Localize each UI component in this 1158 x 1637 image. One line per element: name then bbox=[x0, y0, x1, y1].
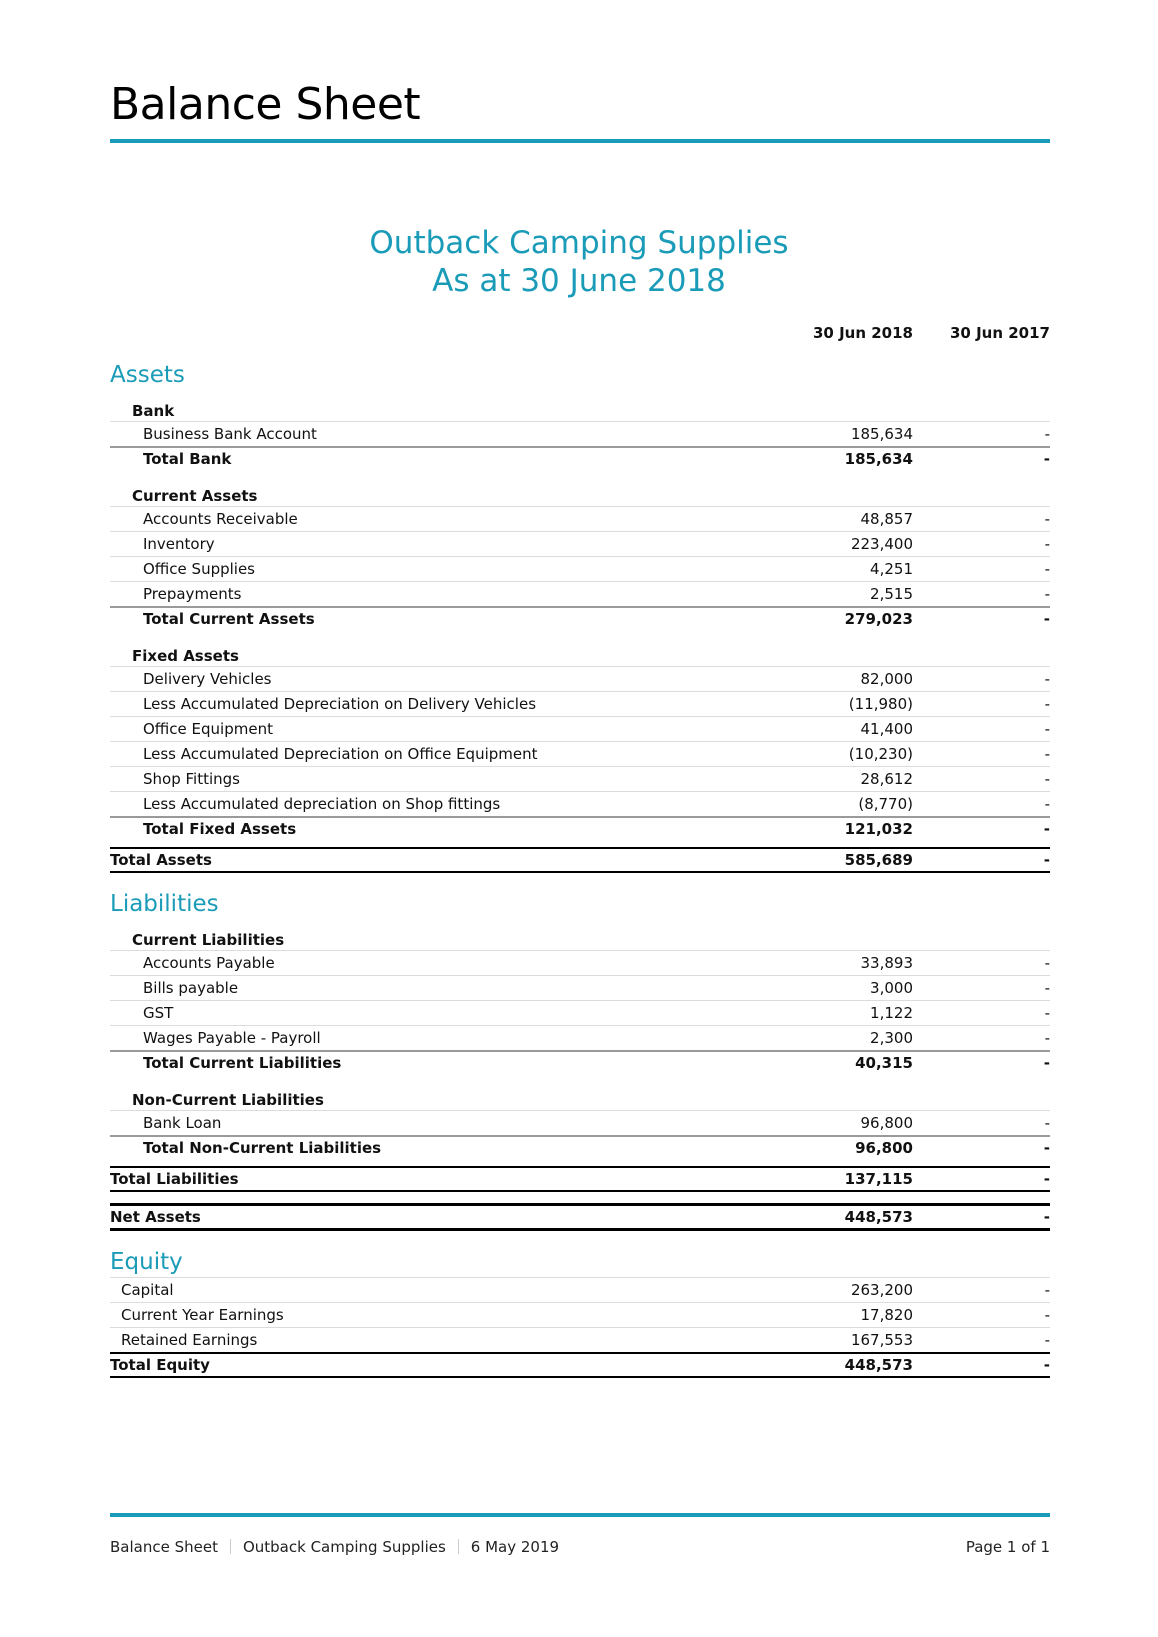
group-bank: Bank bbox=[110, 398, 1050, 422]
row-label: Wages Payable - Payroll bbox=[143, 1029, 321, 1047]
table-row bbox=[110, 532, 1050, 557]
row-value-prior: - bbox=[1044, 1306, 1050, 1324]
group-current-assets: Current Assets bbox=[110, 483, 1050, 507]
footer-divider bbox=[110, 1513, 1050, 1517]
row-value-current: 3,000 bbox=[870, 979, 913, 997]
table-row bbox=[110, 667, 1050, 692]
net-assets-row bbox=[110, 1203, 1050, 1231]
total-equity-row bbox=[110, 1352, 1050, 1378]
footer-date: 6 May 2019 bbox=[470, 1538, 560, 1556]
balance-sheet-report bbox=[110, 358, 1050, 1378]
row-value-prior: - bbox=[1044, 425, 1050, 443]
row-value-prior: - bbox=[1044, 770, 1050, 788]
row-value-prior: - bbox=[1044, 720, 1050, 738]
row-label: Office Supplies bbox=[143, 560, 256, 578]
row-value-prior: - bbox=[1044, 745, 1050, 763]
row-value-prior: - bbox=[1044, 979, 1050, 997]
table-row bbox=[110, 1111, 1050, 1137]
row-value-current: 585,689 bbox=[844, 851, 913, 869]
row-value-prior: - bbox=[1044, 695, 1050, 713]
row-value-prior: - bbox=[1044, 560, 1050, 578]
row-label: Retained Earnings bbox=[121, 1331, 258, 1349]
row-label: Delivery Vehicles bbox=[143, 670, 272, 688]
section-equity: Equity bbox=[110, 1249, 183, 1275]
page-number: Page 1 of 1 bbox=[965, 1538, 1050, 1556]
table-row bbox=[110, 582, 1050, 608]
total-liabilities-row bbox=[110, 1166, 1050, 1192]
row-label: Prepayments bbox=[143, 585, 242, 603]
row-value-current: 263,200 bbox=[850, 1281, 913, 1299]
row-value-prior: - bbox=[1043, 851, 1050, 869]
row-value-current: 41,400 bbox=[860, 720, 913, 738]
row-label: Current Year Earnings bbox=[121, 1306, 284, 1324]
company-name: Outback Camping Supplies bbox=[369, 225, 789, 261]
row-value-prior: - bbox=[1043, 820, 1050, 838]
total-fixed-assets-row bbox=[110, 818, 1050, 841]
title-divider bbox=[110, 139, 1050, 143]
row-value-current: 4,251 bbox=[870, 560, 913, 578]
row-value-prior: - bbox=[1044, 1029, 1050, 1047]
row-value-prior: - bbox=[1044, 1004, 1050, 1022]
group-non-current-liabilities: Non-Current Liabilities bbox=[110, 1087, 1050, 1111]
row-label: Accounts Payable bbox=[143, 954, 275, 972]
section-assets: Assets bbox=[110, 362, 185, 388]
row-value-prior: - bbox=[1043, 1170, 1050, 1188]
row-value-current: 223,400 bbox=[850, 535, 913, 553]
row-value-current: 33,893 bbox=[860, 954, 913, 972]
row-label: Less Accumulated Depreciation on Delivery Vehicles bbox=[143, 695, 537, 713]
row-label: Business Bank Account bbox=[143, 425, 317, 443]
row-value-prior: - bbox=[1044, 1331, 1050, 1349]
footer-separator bbox=[230, 1539, 231, 1554]
row-value-prior: - bbox=[1044, 585, 1050, 603]
row-label: Bank Loan bbox=[143, 1114, 222, 1132]
table-row bbox=[110, 792, 1050, 818]
total-current-liabilities-row bbox=[110, 1052, 1050, 1075]
table-row bbox=[110, 742, 1050, 767]
row-label: Office Equipment bbox=[143, 720, 273, 738]
row-label: Total Assets bbox=[110, 851, 212, 869]
row-value-prior: - bbox=[1044, 954, 1050, 972]
total-bank-row bbox=[110, 448, 1050, 471]
total-current-assets-row bbox=[110, 608, 1050, 631]
row-label: Shop Fittings bbox=[143, 770, 240, 788]
report-heading bbox=[0, 224, 1158, 300]
row-value-current: 167,553 bbox=[850, 1331, 913, 1349]
row-value-current: 448,573 bbox=[844, 1208, 913, 1226]
row-label: Total Liabilities bbox=[110, 1170, 239, 1188]
row-value-prior: - bbox=[1043, 1054, 1050, 1072]
row-label: Bills payable bbox=[143, 979, 239, 997]
row-label: Total Current Liabilities bbox=[143, 1054, 342, 1072]
row-label: Total Fixed Assets bbox=[143, 820, 297, 838]
row-label: GST bbox=[143, 1004, 174, 1022]
footer-report-name: Balance Sheet bbox=[110, 1538, 218, 1556]
row-value-current: 2,300 bbox=[870, 1029, 913, 1047]
row-value-current: 137,115 bbox=[844, 1170, 913, 1188]
table-row bbox=[110, 1026, 1050, 1052]
group-current-liabilities: Current Liabilities bbox=[110, 927, 1050, 951]
table-row bbox=[110, 557, 1050, 582]
section-liabilities: Liabilities bbox=[110, 891, 219, 917]
table-row bbox=[110, 1328, 1050, 1352]
row-value-current: 279,023 bbox=[844, 610, 913, 628]
document-title: Balance Sheet bbox=[110, 79, 421, 130]
page-footer bbox=[110, 1538, 1050, 1556]
table-row bbox=[110, 692, 1050, 717]
row-value-current: 185,634 bbox=[850, 425, 913, 443]
row-value-current: 48,857 bbox=[860, 510, 913, 528]
row-value-current: 185,634 bbox=[844, 450, 913, 468]
column-headers bbox=[110, 324, 1050, 346]
row-label: Total Equity bbox=[110, 1356, 210, 1374]
row-value-prior: - bbox=[1044, 510, 1050, 528]
row-value-current: 17,820 bbox=[860, 1306, 913, 1324]
table-row bbox=[110, 1303, 1050, 1328]
row-value-current: (11,980) bbox=[848, 695, 913, 713]
row-value-prior: - bbox=[1043, 1139, 1050, 1157]
table-row bbox=[110, 507, 1050, 532]
table-row bbox=[110, 1277, 1050, 1303]
row-label: Less Accumulated depreciation on Shop fittings bbox=[143, 795, 501, 813]
table-row bbox=[110, 767, 1050, 792]
column-header-prior: 30 Jun 2017 bbox=[949, 324, 1050, 342]
row-value-current: 121,032 bbox=[844, 820, 913, 838]
total-assets-row bbox=[110, 847, 1050, 873]
footer-company: Outback Camping Supplies bbox=[242, 1538, 446, 1556]
row-value-prior: - bbox=[1043, 1208, 1050, 1226]
group-fixed-assets: Fixed Assets bbox=[110, 643, 1050, 667]
table-row bbox=[110, 717, 1050, 742]
row-value-current: (8,770) bbox=[858, 795, 913, 813]
row-value-prior: - bbox=[1044, 670, 1050, 688]
total-non-current-liabilities-row bbox=[110, 1137, 1050, 1160]
row-label: Inventory bbox=[143, 535, 215, 553]
row-value-prior: - bbox=[1044, 535, 1050, 553]
table-row bbox=[110, 1001, 1050, 1026]
row-value-current: 96,800 bbox=[855, 1139, 913, 1157]
row-label: Accounts Receivable bbox=[143, 510, 298, 528]
row-value-current: 96,800 bbox=[860, 1114, 913, 1132]
column-header-current: 30 Jun 2018 bbox=[812, 324, 913, 342]
row-label: Total Bank bbox=[143, 450, 232, 468]
table-row bbox=[110, 976, 1050, 1001]
row-value-current: 448,573 bbox=[844, 1356, 913, 1374]
row-label: Total Non-Current Liabilities bbox=[143, 1139, 382, 1157]
row-value-prior: - bbox=[1043, 1356, 1050, 1374]
report-date: As at 30 June 2018 bbox=[432, 263, 726, 299]
row-value-prior: - bbox=[1043, 610, 1050, 628]
row-value-current: 82,000 bbox=[860, 670, 913, 688]
footer-separator bbox=[458, 1539, 459, 1554]
row-value-current: 2,515 bbox=[870, 585, 913, 603]
row-value-current: 28,612 bbox=[860, 770, 913, 788]
row-value-current: 40,315 bbox=[855, 1054, 913, 1072]
row-label: Total Current Assets bbox=[143, 610, 315, 628]
row-value-prior: - bbox=[1043, 450, 1050, 468]
row-value-current: (10,230) bbox=[848, 745, 913, 763]
row-value-prior: - bbox=[1044, 795, 1050, 813]
row-value-current: 1,122 bbox=[870, 1004, 913, 1022]
row-label: Less Accumulated Depreciation on Office Equipment bbox=[143, 745, 538, 763]
row-value-prior: - bbox=[1044, 1281, 1050, 1299]
table-row bbox=[110, 422, 1050, 448]
row-label: Capital bbox=[121, 1281, 174, 1299]
row-label: Net Assets bbox=[110, 1208, 201, 1226]
row-value-prior: - bbox=[1044, 1114, 1050, 1132]
table-row bbox=[110, 951, 1050, 976]
